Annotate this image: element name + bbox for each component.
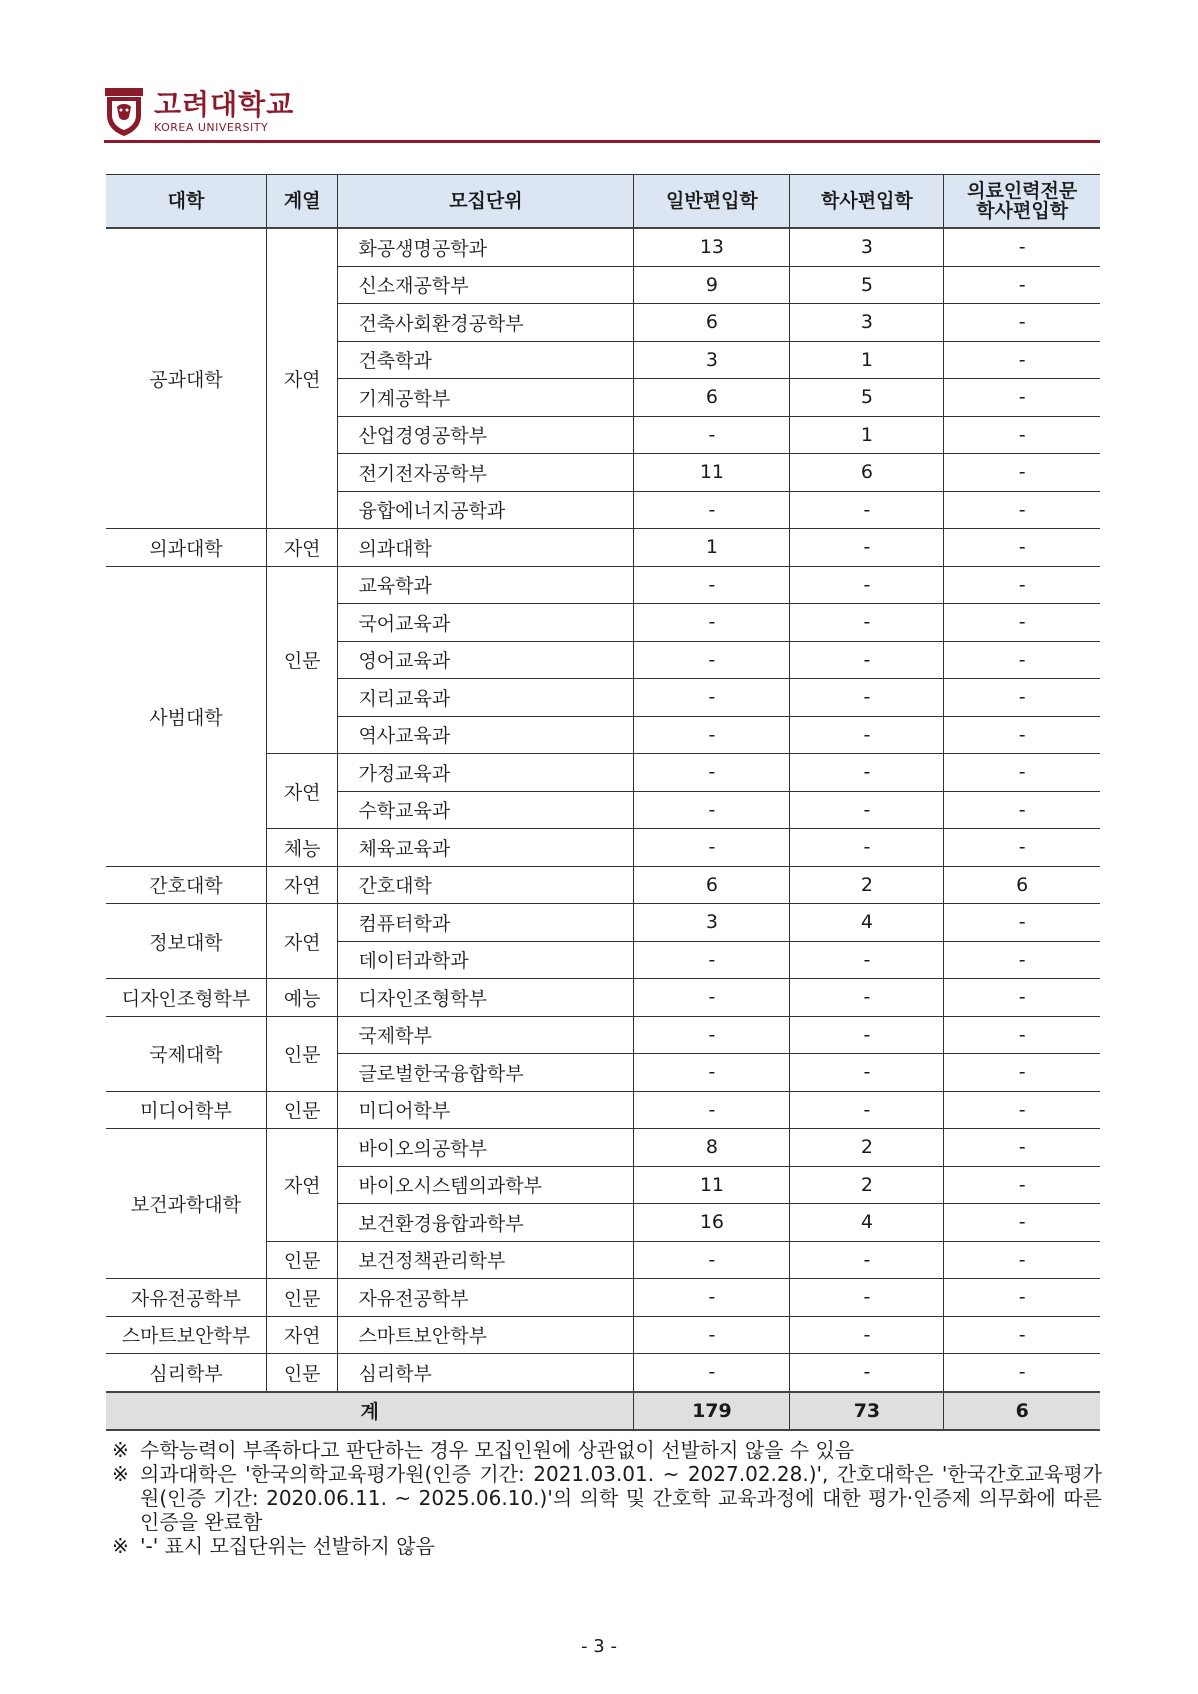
college-cell: 국제대학 bbox=[106, 1016, 266, 1091]
general-transfer-cell: 3 bbox=[634, 341, 790, 379]
bachelor-transfer-cell: - bbox=[790, 829, 944, 867]
general-transfer-cell: - bbox=[634, 1279, 790, 1317]
total-row bbox=[106, 1392, 1100, 1430]
unit-cell: 데이터과학과 bbox=[338, 941, 634, 979]
general-transfer-cell: 6 bbox=[634, 379, 790, 417]
table-row bbox=[106, 1354, 1100, 1392]
college-cell: 공과대학 bbox=[106, 228, 266, 529]
medical-transfer-cell: - bbox=[944, 1129, 1100, 1167]
medical-transfer-cell: - bbox=[944, 716, 1100, 754]
unit-cell: 건축학과 bbox=[338, 341, 634, 379]
general-transfer-cell: 11 bbox=[634, 1166, 790, 1204]
medical-transfer-cell: - bbox=[944, 604, 1100, 642]
unit-cell: 융합에너지공학과 bbox=[338, 491, 634, 529]
medical-transfer-cell: - bbox=[944, 979, 1100, 1017]
total-label: 계 bbox=[106, 1392, 634, 1430]
unit-cell: 국제학부 bbox=[338, 1016, 634, 1054]
unit-cell: 화공생명공학과 bbox=[338, 228, 634, 266]
unit-cell: 컴퓨터학과 bbox=[338, 904, 634, 942]
medical-transfer-cell: - bbox=[944, 941, 1100, 979]
medical-transfer-cell: - bbox=[944, 1279, 1100, 1317]
field-cell: 예능 bbox=[266, 979, 338, 1017]
college-cell: 간호대학 bbox=[106, 866, 266, 904]
bachelor-transfer-cell: - bbox=[790, 754, 944, 792]
note-item bbox=[112, 1438, 1102, 1462]
general-transfer-cell: 9 bbox=[634, 266, 790, 304]
general-transfer-cell: - bbox=[634, 1354, 790, 1392]
college-cell: 사범대학 bbox=[106, 566, 266, 866]
field-cell: 자연 bbox=[266, 1316, 338, 1354]
general-transfer-cell: - bbox=[634, 1016, 790, 1054]
table-row bbox=[106, 904, 1100, 942]
note-item bbox=[112, 1534, 1102, 1558]
table-row bbox=[106, 228, 1100, 266]
recruitment-table bbox=[106, 174, 1100, 1431]
general-transfer-cell: - bbox=[634, 566, 790, 604]
medical-transfer-cell: - bbox=[944, 754, 1100, 792]
bachelor-transfer-cell: 5 bbox=[790, 379, 944, 417]
general-transfer-cell: - bbox=[634, 941, 790, 979]
unit-cell: 수학교육과 bbox=[338, 791, 634, 829]
total-general-cell: 179 bbox=[634, 1392, 790, 1430]
college-cell: 스마트보안학부 bbox=[106, 1316, 266, 1354]
medical-transfer-cell: - bbox=[944, 379, 1100, 417]
general-transfer-cell: - bbox=[634, 604, 790, 642]
unit-cell: 산업경영공학부 bbox=[338, 416, 634, 454]
college-cell: 미디어학부 bbox=[106, 1091, 266, 1129]
table-row bbox=[106, 1091, 1100, 1129]
medical-transfer-cell: - bbox=[944, 904, 1100, 942]
medical-transfer-cell: - bbox=[944, 641, 1100, 679]
unit-cell: 스마트보안학부 bbox=[338, 1316, 634, 1354]
medical-transfer-cell: - bbox=[944, 454, 1100, 492]
field-cell: 인문 bbox=[266, 1279, 338, 1317]
bachelor-transfer-cell: 3 bbox=[790, 228, 944, 266]
table-row bbox=[106, 566, 1100, 604]
bachelor-transfer-cell: - bbox=[790, 604, 944, 642]
bachelor-transfer-cell: 1 bbox=[790, 341, 944, 379]
general-transfer-cell: 6 bbox=[634, 866, 790, 904]
general-transfer-cell: - bbox=[634, 791, 790, 829]
general-transfer-cell: 16 bbox=[634, 1204, 790, 1242]
bachelor-transfer-cell: - bbox=[790, 716, 944, 754]
general-transfer-cell: 13 bbox=[634, 228, 790, 266]
unit-cell: 자유전공학부 bbox=[338, 1279, 634, 1317]
medical-transfer-cell: - bbox=[944, 491, 1100, 529]
field-cell: 인문 bbox=[266, 566, 338, 754]
unit-cell: 전기전자공학부 bbox=[338, 454, 634, 492]
bachelor-transfer-cell: 6 bbox=[790, 454, 944, 492]
header-divider bbox=[104, 140, 1100, 143]
table-header-row bbox=[106, 175, 1100, 229]
medical-transfer-cell: - bbox=[944, 1016, 1100, 1054]
bachelor-transfer-cell: - bbox=[790, 641, 944, 679]
field-cell: 자연 bbox=[266, 904, 338, 979]
header-college: 대학 bbox=[106, 175, 266, 229]
medical-transfer-cell: - bbox=[944, 416, 1100, 454]
field-cell: 자연 bbox=[266, 754, 338, 829]
general-transfer-cell: 11 bbox=[634, 454, 790, 492]
field-cell: 자연 bbox=[266, 529, 338, 567]
medical-transfer-cell: - bbox=[944, 228, 1100, 266]
general-transfer-cell: - bbox=[634, 716, 790, 754]
medical-transfer-cell: - bbox=[944, 1354, 1100, 1392]
total-bachelor-cell: 73 bbox=[790, 1392, 944, 1430]
total-medical-cell: 6 bbox=[944, 1392, 1100, 1430]
table-body bbox=[106, 228, 1100, 1430]
general-transfer-cell: - bbox=[634, 1316, 790, 1354]
unit-cell: 역사교육과 bbox=[338, 716, 634, 754]
table-row bbox=[106, 979, 1100, 1017]
bachelor-transfer-cell: - bbox=[790, 1054, 944, 1092]
bachelor-transfer-cell: - bbox=[790, 941, 944, 979]
note-text: 수학능력이 부족하다고 판단하는 경우 모집인원에 상관없이 선발하지 않을 수 있음 bbox=[140, 1438, 855, 1462]
field-cell: 인문 bbox=[266, 1016, 338, 1091]
header-bachelor-transfer: 학사편입학 bbox=[790, 175, 944, 229]
unit-cell: 미디어학부 bbox=[338, 1091, 634, 1129]
note-mark: ※ bbox=[112, 1438, 129, 1462]
unit-cell: 심리학부 bbox=[338, 1354, 634, 1392]
unit-cell: 신소재공학부 bbox=[338, 266, 634, 304]
college-cell: 자유전공학부 bbox=[106, 1279, 266, 1317]
field-cell: 체능 bbox=[266, 829, 338, 867]
bachelor-transfer-cell: 3 bbox=[790, 304, 944, 342]
unit-cell: 건축사회환경공학부 bbox=[338, 304, 634, 342]
bachelor-transfer-cell: 2 bbox=[790, 1166, 944, 1204]
medical-transfer-cell: - bbox=[944, 679, 1100, 717]
note-text: 의과대학은 '한국의학교육평가원(인증 기간: 2021.03.01. ~ 2027.02.28.)', 간호대학은 '한국간호교육평가원(인증 기간: 2020.06.11. ~ 2025.06.10.)'의 의학 및 간호학 교육과정에 대한 평가·인증제 의무화에 따른 인증을 완료함 bbox=[140, 1462, 1102, 1534]
unit-cell: 바이오의공학부 bbox=[338, 1129, 634, 1167]
general-transfer-cell: - bbox=[634, 1054, 790, 1092]
medical-transfer-cell: 6 bbox=[944, 866, 1100, 904]
bachelor-transfer-cell: 1 bbox=[790, 416, 944, 454]
header-general-transfer: 일반편입학 bbox=[634, 175, 790, 229]
general-transfer-cell: - bbox=[634, 754, 790, 792]
medical-transfer-cell: - bbox=[944, 266, 1100, 304]
general-transfer-cell: 6 bbox=[634, 304, 790, 342]
medical-transfer-cell: - bbox=[944, 1204, 1100, 1242]
unit-cell: 간호대학 bbox=[338, 866, 634, 904]
medical-transfer-cell: - bbox=[944, 1166, 1100, 1204]
field-cell: 자연 bbox=[266, 866, 338, 904]
notes bbox=[112, 1438, 1102, 1558]
bachelor-transfer-cell: 2 bbox=[790, 866, 944, 904]
bachelor-transfer-cell: - bbox=[790, 1091, 944, 1129]
bachelor-transfer-cell: - bbox=[790, 1016, 944, 1054]
table-row bbox=[106, 1016, 1100, 1054]
field-cell: 인문 bbox=[266, 1241, 338, 1279]
medical-transfer-cell: - bbox=[944, 566, 1100, 604]
medical-transfer-cell: - bbox=[944, 341, 1100, 379]
general-transfer-cell: - bbox=[634, 1241, 790, 1279]
bachelor-transfer-cell: - bbox=[790, 529, 944, 567]
header-medical-transfer: 의료인력전문 학사편입학 bbox=[944, 175, 1100, 229]
bachelor-transfer-cell: - bbox=[790, 1316, 944, 1354]
college-cell: 의과대학 bbox=[106, 529, 266, 567]
bachelor-transfer-cell: - bbox=[790, 1279, 944, 1317]
general-transfer-cell: - bbox=[634, 491, 790, 529]
unit-cell: 디자인조형학부 bbox=[338, 979, 634, 1017]
general-transfer-cell: 1 bbox=[634, 529, 790, 567]
unit-cell: 보건환경융합과학부 bbox=[338, 1204, 634, 1242]
general-transfer-cell: - bbox=[634, 979, 790, 1017]
bachelor-transfer-cell: - bbox=[790, 679, 944, 717]
college-cell: 보건과학대학 bbox=[106, 1129, 266, 1279]
bachelor-transfer-cell: - bbox=[790, 1241, 944, 1279]
medical-transfer-cell: - bbox=[944, 1316, 1100, 1354]
table-row bbox=[106, 866, 1100, 904]
bachelor-transfer-cell: - bbox=[790, 979, 944, 1017]
general-transfer-cell: - bbox=[634, 679, 790, 717]
field-cell: 자연 bbox=[266, 228, 338, 529]
unit-cell: 체육교육과 bbox=[338, 829, 634, 867]
college-cell: 정보대학 bbox=[106, 904, 266, 979]
university-name-korean: 고려대학교 bbox=[154, 87, 295, 121]
medical-transfer-cell: - bbox=[944, 1091, 1100, 1129]
general-transfer-cell: - bbox=[634, 829, 790, 867]
university-brand bbox=[154, 87, 295, 135]
field-cell: 자연 bbox=[266, 1129, 338, 1242]
medical-transfer-cell: - bbox=[944, 791, 1100, 829]
header-unit: 모집단위 bbox=[338, 175, 634, 229]
unit-cell: 글로벌한국융합학부 bbox=[338, 1054, 634, 1092]
general-transfer-cell: 8 bbox=[634, 1129, 790, 1167]
table-row bbox=[106, 1279, 1100, 1317]
bachelor-transfer-cell: - bbox=[790, 566, 944, 604]
unit-cell: 영어교육과 bbox=[338, 641, 634, 679]
table-row bbox=[106, 1316, 1100, 1354]
unit-cell: 지리교육과 bbox=[338, 679, 634, 717]
note-text: '-' 표시 모집단위는 선발하지 않음 bbox=[140, 1534, 435, 1558]
field-cell: 인문 bbox=[266, 1354, 338, 1392]
university-name-english: KOREA UNIVERSITY bbox=[154, 120, 269, 134]
note-mark: ※ bbox=[112, 1462, 129, 1486]
college-cell: 디자인조형학부 bbox=[106, 979, 266, 1017]
medical-transfer-cell: - bbox=[944, 304, 1100, 342]
medical-transfer-cell: - bbox=[944, 1054, 1100, 1092]
unit-cell: 의과대학 bbox=[338, 529, 634, 567]
unit-cell: 바이오시스템의과학부 bbox=[338, 1166, 634, 1204]
general-transfer-cell: - bbox=[634, 416, 790, 454]
page-header bbox=[104, 84, 294, 140]
header-field: 계열 bbox=[266, 175, 338, 229]
bachelor-transfer-cell: - bbox=[790, 491, 944, 529]
unit-cell: 교육학과 bbox=[338, 566, 634, 604]
bachelor-transfer-cell: - bbox=[790, 791, 944, 829]
medical-transfer-cell: - bbox=[944, 1241, 1100, 1279]
bachelor-transfer-cell: 4 bbox=[790, 1204, 944, 1242]
unit-cell: 가정교육과 bbox=[338, 754, 634, 792]
note-mark: ※ bbox=[112, 1534, 129, 1558]
field-cell: 인문 bbox=[266, 1091, 338, 1129]
college-cell: 심리학부 bbox=[106, 1354, 266, 1392]
medical-transfer-cell: - bbox=[944, 529, 1100, 567]
table-row bbox=[106, 1129, 1100, 1167]
university-seal-icon bbox=[104, 87, 144, 137]
bachelor-transfer-cell: 2 bbox=[790, 1129, 944, 1167]
table-row bbox=[106, 529, 1100, 567]
general-transfer-cell: 3 bbox=[634, 904, 790, 942]
unit-cell: 기계공학부 bbox=[338, 379, 634, 417]
bachelor-transfer-cell: 5 bbox=[790, 266, 944, 304]
unit-cell: 보건정책관리학부 bbox=[338, 1241, 634, 1279]
general-transfer-cell: - bbox=[634, 1091, 790, 1129]
medical-transfer-cell: - bbox=[944, 829, 1100, 867]
bachelor-transfer-cell: - bbox=[790, 1354, 944, 1392]
page-number: - 3 - bbox=[581, 1636, 617, 1657]
unit-cell: 국어교육과 bbox=[338, 604, 634, 642]
general-transfer-cell: - bbox=[634, 641, 790, 679]
note-item bbox=[112, 1462, 1102, 1534]
bachelor-transfer-cell: 4 bbox=[790, 904, 944, 942]
